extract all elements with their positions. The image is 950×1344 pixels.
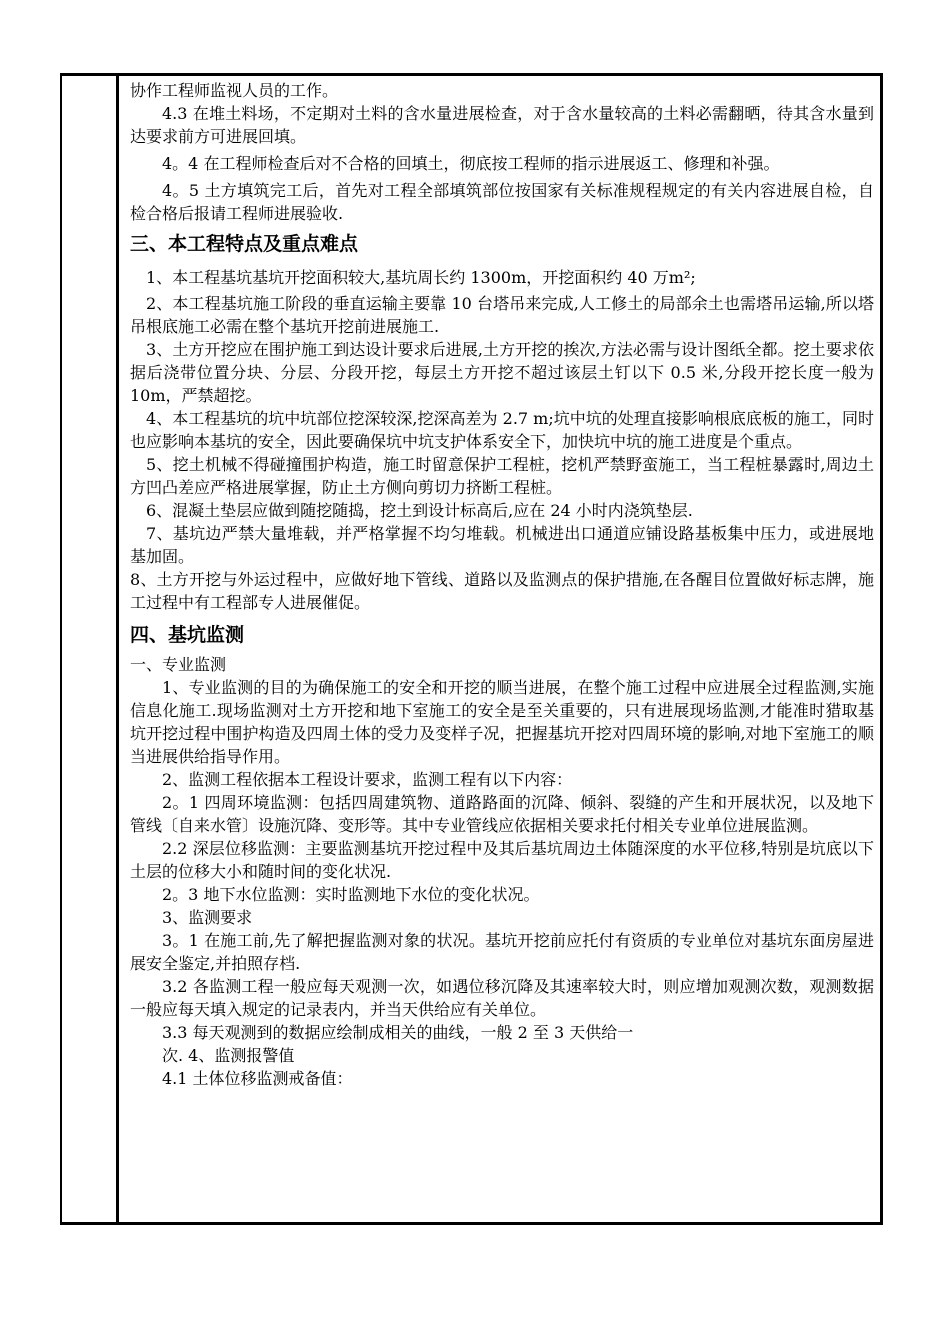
paragraph: 协作工程师监视人员的工作。 [130, 81, 339, 100]
paragraph: 2。3 地下水位监测：实时监测地下水位的变化状况。 [162, 885, 540, 904]
table-content-cell [130, 76, 874, 1222]
table-left-column [62, 76, 119, 1222]
paragraph: 3。1 在施工前,先了解把握监测对象的状况。基坑开挖前应托付有资质的专业单位对基坑东面房屋进展安全鉴定,并拍照存档. [130, 931, 874, 973]
list-item: 2、本工程基坑施工阶段的垂直运输主要靠 10 台塔吊来完成,人工修土的局部余土也需塔吊运输,所以塔吊根底施工必需在整个基坑开挖前进展施工. [130, 294, 874, 336]
paragraph: 3.2 各监测工程一般应每天观测一次，如遇位移沉降及其速率较大时，则应增加观测次数，观测数据一般应每天填入规定的记录表内，并当天供给应有关单位。 [130, 977, 874, 1019]
paragraph: 2.2 深层位移监测：主要监测基坑开挖过程中及其后基坑周边土体随深度的水平位移,特别是坑底以下土层的位移大小和随时间的变化状况. [130, 839, 874, 881]
list-item: 8、土方开挖与外运过程中，应做好地下管线、道路以及监测点的保护措施,在各醒目位置做好标志牌，施工过程中有工程部专人进展催促。 [130, 570, 874, 612]
list-item: 4、本工程基坑的坑中坑部位挖深较深,挖深高差为 2.7 m;坑中坑的处理直接影响根底底板的施工，同时也应影响本基坑的安全，因此要确保坑中坑支护体系安全下，加快坑中坑的施工进度是个重点。 [130, 409, 874, 451]
list-item: 6、混凝土垫层应做到随挖随捣，挖土到设计标高后,应在 24 小时内浇筑垫层. [146, 501, 693, 520]
list-item: 1、本工程基坑基坑开挖面积较大,基坑周长约 1300m，开挖面积约 40 万m²; [146, 268, 696, 287]
section-heading: 四、基坑监测 [130, 624, 245, 646]
paragraph: 4。4 在工程师检查后对不合格的回填土，彻底按工程师的指示进展返工、修理和补强。 [162, 154, 780, 173]
paragraph: 3、监测要求 [162, 908, 253, 927]
list-item: 3、土方开挖应在围护施工到达设计要求后进展,土方开挖的挨次,方法必需与设计图纸全都。挖土要求依据后浇带位置分块、分层、分段开挖，每层土方开挖不超过该层土钉以下 0.5 米,分段开挖长度一般为 10m，严禁超挖。 [130, 340, 874, 405]
paragraph: 4.3 在堆土料场，不定期对土料的含水量进展检查，对于含水量较高的土料必需翻晒，待其含水量到达要求前方可进展回填。 [130, 104, 874, 146]
paragraph: 4。5 土方填筑完工后，首先对工程全部填筑部位按国家有关标准规程规定的有关内容进展自检，自检合格后报请工程师进展验收. [130, 181, 874, 223]
paragraph: 次. 4、监测报警值 [162, 1046, 295, 1065]
paragraph: 4.1 土体位移监测戒备值： [162, 1069, 353, 1088]
paragraph: 2。1 四周环境监测：包括四周建筑物、道路路面的沉降、倾斜、裂缝的产生和开展状况，以及地下管线〔自来水管〕设施沉降、变形等。其中专业管线应依据相关要求托付相关专业单位进展监测。 [130, 793, 874, 835]
paragraph: 1、专业监测的目的为确保施工的安全和开挖的顺当进展，在整个施工过程中应进展全过程监测,实施信息化施工.现场监测对土方开挖和地下室施工的安全是至关重要的，只有进展现场监测,才能准时猎取基坑开挖过程中围护构造及四周土体的受力及变样子况，把握基坑开挖对四周环境的影响,对地下室施工的顺当进展供给指导作用。 [130, 678, 874, 766]
section-heading: 三、本工程特点及重点难点 [130, 233, 359, 255]
list-item: 5、挖土机械不得碰撞围护构造，施工时留意保护工程桩，挖机严禁野蛮施工，当工程桩暴露时,周边土方凹凸差应严格进展掌握，防止土方侧向剪切力挤断工程桩。 [130, 455, 874, 497]
subheading: 一、专业监测 [130, 655, 227, 674]
paragraph: 2、监测工程依据本工程设计要求，监测工程有以下内容： [162, 770, 573, 789]
document-table [60, 73, 883, 1225]
list-item: 7、基坑边严禁大量堆载，并严格掌握不均匀堆载。机械进出口通道应铺设路基板集中压力，或进展地基加固。 [130, 524, 874, 566]
paragraph: 3.3 每天观测到的数据应绘制成相关的曲线，一般 2 至 3 天供给一 [162, 1023, 634, 1042]
